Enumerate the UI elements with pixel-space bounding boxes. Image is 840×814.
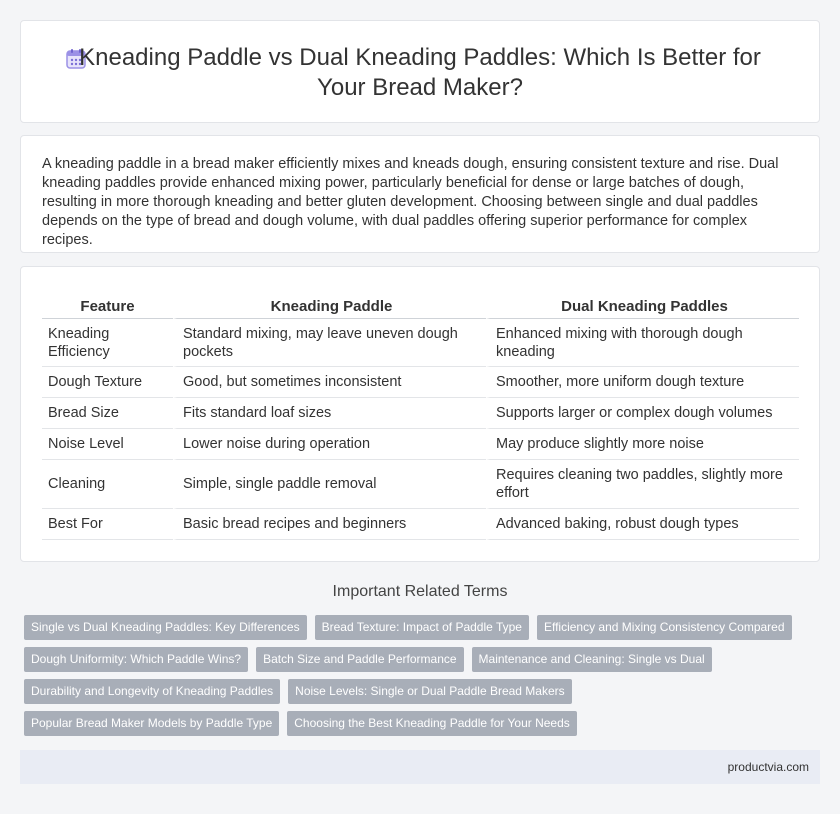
footer [20, 750, 820, 784]
related-term-tag[interactable]: Batch Size and Paddle Performance [256, 647, 463, 672]
table-cell: Bread Size [42, 398, 173, 429]
comparison-table [42, 295, 799, 540]
table-cell: Kneading Efficiency [42, 319, 173, 367]
related-term-tag[interactable]: Single vs Dual Kneading Paddles: Key Differences [24, 615, 307, 640]
table-cell: Lower noise during operation [173, 429, 486, 460]
table-cell: Standard mixing, may leave uneven dough pockets [173, 319, 486, 367]
related-term-tag[interactable]: Efficiency and Mixing Consistency Compared [537, 615, 792, 640]
related-term-tag[interactable]: Popular Bread Maker Models by Paddle Type [24, 711, 279, 736]
related-terms-list [24, 615, 814, 743]
table-row [42, 319, 799, 367]
table-row [42, 398, 799, 429]
related-term-tag[interactable]: Durability and Longevity of Kneading Paddles [24, 679, 280, 704]
related-term-tag[interactable]: Dough Uniformity: Which Paddle Wins? [24, 647, 248, 672]
table-cell: Basic bread recipes and beginners [173, 509, 486, 540]
table-cell: Enhanced mixing with thorough dough kneading [486, 319, 799, 367]
table-cell: Good, but sometimes inconsistent [173, 367, 486, 398]
table-cell: Best For [42, 509, 173, 540]
title-card [20, 20, 820, 123]
table-cell: Fits standard loaf sizes [173, 398, 486, 429]
table-cell: Simple, single paddle removal [173, 460, 486, 509]
page-title: Kneading Paddle vs Dual Kneading Paddles: Which Is Better for Your Bread Maker? [79, 44, 761, 101]
table-header-row [42, 295, 799, 319]
table-cell: Dough Texture [42, 367, 173, 398]
table-row [42, 460, 799, 509]
related-term-tag[interactable]: Maintenance and Cleaning: Single vs Dual [472, 647, 712, 672]
related-term-tag[interactable]: Bread Texture: Impact of Paddle Type [315, 615, 529, 640]
column-header-kneading-paddle: Kneading Paddle [173, 295, 486, 319]
intro-card [20, 135, 820, 253]
comparison-card [20, 266, 820, 562]
related-terms-heading: Important Related Terms [332, 583, 508, 600]
table-cell: Requires cleaning two paddles, slightly more effort [486, 460, 799, 509]
table-row [42, 509, 799, 540]
footer-site-link[interactable]: productvia.com [727, 760, 809, 774]
table-cell: Noise Level [42, 429, 173, 460]
related-term-tag[interactable]: Noise Levels: Single or Dual Paddle Bread Makers [288, 679, 571, 704]
table-cell: Smoother, more uniform dough texture [486, 367, 799, 398]
table-cell: Cleaning [42, 460, 173, 509]
intro-paragraph: A kneading paddle in a bread maker efficiently mixes and kneads dough, ensuring consistent texture and rise. Dual kneading paddles provide enhanced mixing power, particularly beneficial for dense or large batches of dough, resulting in more thorough kneading and better gluten development. Choosing between single and dual paddles depends on the type of bread and dough volume, with dual paddles offering superior performance for complex recipes. [42, 156, 779, 248]
column-header-dual-kneading-paddles: Dual Kneading Paddles [486, 295, 799, 319]
table-cell: Supports larger or complex dough volumes [486, 398, 799, 429]
table-cell: May produce slightly more noise [486, 429, 799, 460]
table-cell: Advanced baking, robust dough types [486, 509, 799, 540]
table-row [42, 429, 799, 460]
table-row [42, 367, 799, 398]
column-header-feature: Feature [42, 295, 173, 319]
related-term-tag[interactable]: Choosing the Best Kneading Paddle for Your Needs [287, 711, 577, 736]
